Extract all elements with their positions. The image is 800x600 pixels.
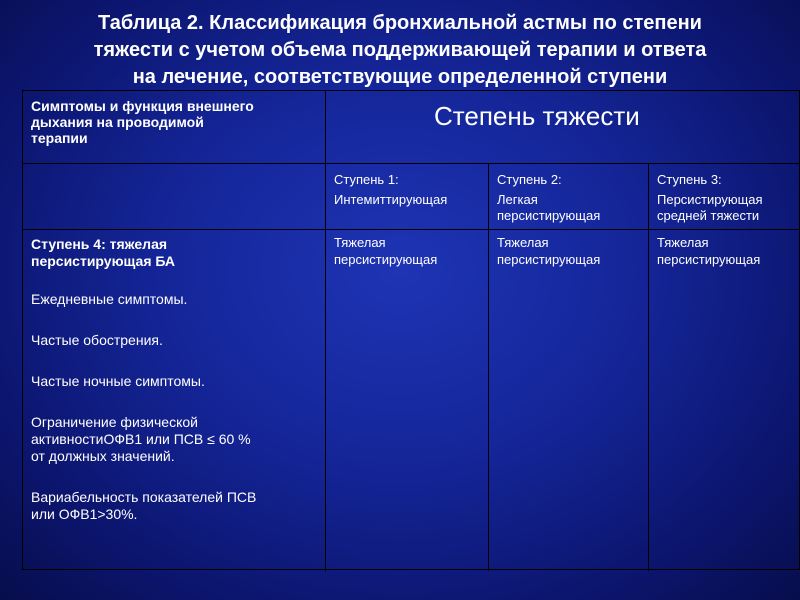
stage-4-step-1-cell [326,230,489,571]
step-label: Ступень 3: [657,172,722,187]
stage-4-step-2-cell [489,230,649,571]
step-name-line: Интемиттирующая [334,192,448,207]
header-symptoms-line: терапии [31,130,88,146]
header-symptoms-cell [23,91,326,164]
classification-table [22,90,800,570]
header-symptoms-line: дыхания на проводимой [31,114,204,130]
step-name-line: Легкая [497,192,538,207]
severity-value-line: Тяжелая [497,235,549,250]
severity-value-line: персистирующая [334,252,438,267]
symptom-line: от должных значений. [31,448,175,464]
symptom-item [31,373,317,390]
symptom-line: Ежедневные симптомы. [31,291,188,307]
symptom-item [31,489,317,523]
step-label: Ступень 2: [497,172,562,187]
severity-value-line: Тяжелая [334,235,386,250]
symptom-item [31,414,317,465]
symptom-line: Частые обострения. [31,332,163,348]
severity-value-line: Тяжелая [657,235,709,250]
symptom-line: Частые ночные симптомы. [31,373,205,389]
subheader-empty-cell [23,164,326,230]
step-label: Ступень 1: [334,172,399,187]
severity-value-line: персистирующая [657,252,761,267]
stage-heading-line: персистирующая БА [31,253,176,269]
stage-4-heading [31,236,317,270]
column-header-step-3 [649,164,800,230]
step-name-line: Персистирующая [657,192,763,207]
column-header-step-1 [326,164,489,230]
symptom-item [31,332,317,349]
stage-4-step-3-cell [649,230,800,571]
header-symptoms-line: Симптомы и функция внешнего [31,98,254,114]
symptom-line: Вариабельность показателей ПСВ [31,489,257,505]
stage-4-symptoms-cell [23,230,326,571]
symptom-line: или ОФВ1>30%. [31,506,138,522]
title-line: на лечение, соответствующие определенной ступени [132,66,668,88]
header-severity-label: Степень тяжести [434,101,640,131]
step-name-line: средней тяжести [657,208,760,223]
column-header-step-2 [489,164,649,230]
symptom-item [31,291,317,308]
stage-heading-line: Ступень 4: тяжелая [31,236,168,252]
step-name-line: персистирующая [497,208,601,223]
symptom-line: Ограничение физической [31,414,198,430]
slide-title [30,10,770,91]
title-line: Таблица 2. Классификация бронхиальной астмы по степени [98,12,702,34]
severity-value-line: персистирующая [497,252,601,267]
header-severity-cell [326,91,800,164]
title-line: тяжести с учетом объема поддерживающей терапии и ответа [93,39,707,61]
symptom-line: активностиОФВ1 или ПСВ ≤ 60 % [31,431,251,447]
